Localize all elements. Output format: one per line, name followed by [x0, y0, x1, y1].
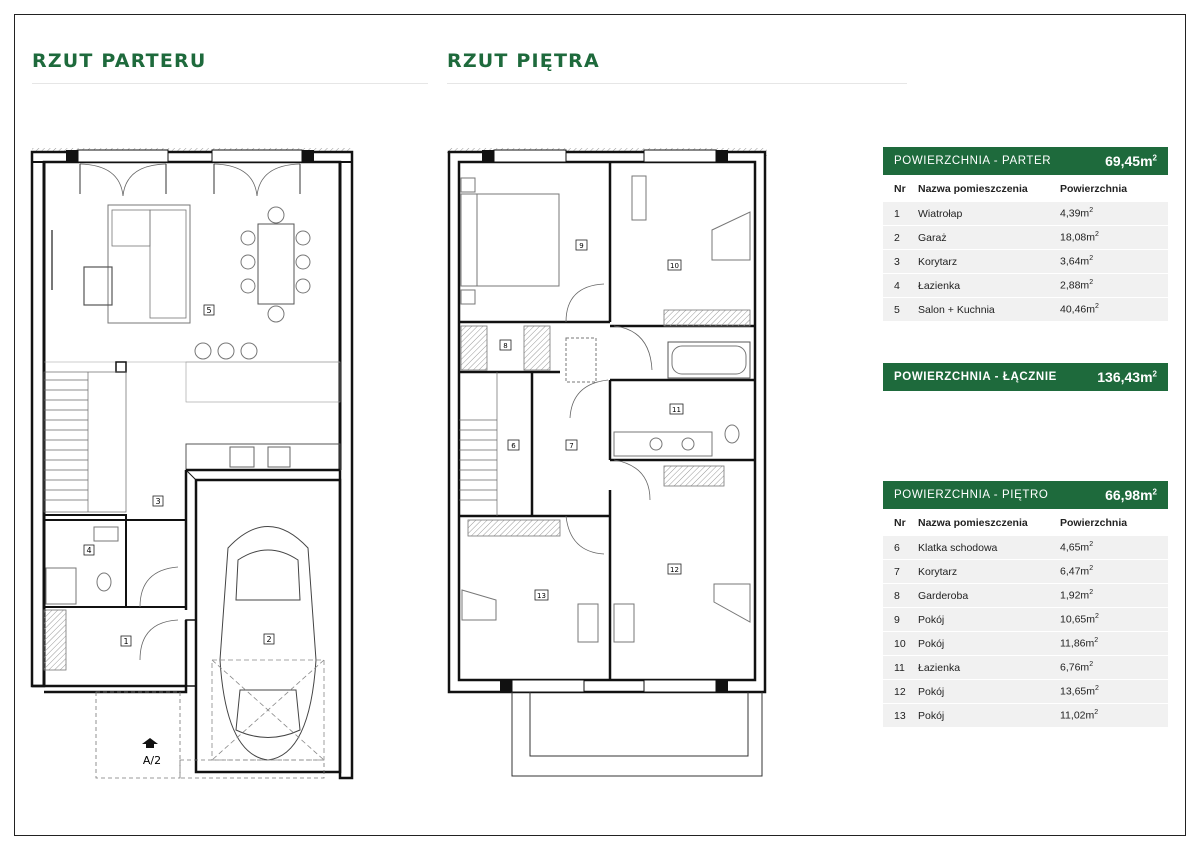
table-row	[883, 680, 1168, 704]
table-row	[883, 274, 1168, 298]
ground-floor-title: RZUT PARTERU	[32, 50, 207, 72]
room-number: 6	[894, 541, 900, 554]
room-label-12: 12	[670, 566, 679, 574]
table-header-bar	[883, 481, 1168, 509]
table-row	[883, 704, 1168, 728]
room-label-11: 11	[672, 406, 681, 414]
room-label-13: 13	[537, 592, 546, 600]
table-column-headers	[883, 175, 1168, 202]
room-name: Wiatrołap	[918, 207, 963, 220]
section-marker: A/2	[142, 754, 162, 767]
column-header-nr: Nr	[894, 516, 906, 529]
room-label-2: 2	[266, 635, 272, 644]
room-label-3: 3	[155, 497, 161, 506]
upper-floor-title: RZUT PIĘTRA	[447, 50, 600, 72]
room-area: $4,39m^2$	[1060, 207, 1094, 220]
room-number: 1	[894, 207, 900, 220]
table-title: POWIERZCHNIA - PARTER	[894, 155, 1052, 167]
room-number: 4	[894, 279, 900, 292]
table-row	[883, 560, 1168, 584]
room-name: Pokój	[918, 637, 945, 650]
table-body	[883, 536, 1168, 728]
total-value: $136,43m^2$	[1097, 369, 1157, 385]
upper-floor-plan	[447, 148, 767, 776]
total-title: POWIERZCHNIA - ŁĄCZNIE	[894, 371, 1057, 383]
table-row	[883, 298, 1168, 322]
room-label-1: 1	[123, 637, 129, 646]
room-area: $6,76m^2$	[1060, 661, 1094, 674]
table-row	[883, 226, 1168, 250]
room-label-6: 6	[511, 442, 516, 450]
room-name: Pokój	[918, 613, 945, 626]
table-total: $69,45m^2$	[1105, 153, 1157, 169]
table-header-bar	[883, 147, 1168, 175]
room-number: 10	[894, 637, 906, 650]
room-number: 3	[894, 255, 900, 268]
room-number: 11	[894, 661, 905, 674]
table-header-bar	[883, 363, 1168, 391]
room-number: 13	[894, 709, 906, 722]
room-name: Salon + Kuchnia	[918, 303, 995, 316]
room-name: Garaż	[918, 231, 947, 244]
room-area: $3,64m^2$	[1060, 255, 1094, 268]
room-name: Pokój	[918, 709, 945, 722]
column-header-nr: Nr	[894, 182, 906, 195]
room-name: Łazienka	[918, 661, 961, 674]
room-name: Pokój	[918, 685, 945, 698]
table-row	[883, 608, 1168, 632]
column-header-area: Powierzchnia	[1060, 182, 1128, 195]
room-name: Klatka schodowa	[918, 541, 998, 554]
room-area: $1,92m^2$	[1060, 589, 1094, 602]
table-column-headers	[883, 509, 1168, 536]
table-row	[883, 584, 1168, 608]
column-header-name: Nazwa pomieszczenia	[918, 516, 1028, 529]
room-name: Korytarz	[918, 255, 958, 268]
room-label-8: 8	[503, 342, 508, 350]
room-area: $40,46m^2$	[1060, 303, 1099, 316]
room-area: $11,02m^2$	[1060, 709, 1099, 722]
table-row	[883, 536, 1168, 560]
room-area: $6,47m^2$	[1060, 565, 1094, 578]
table-row	[883, 250, 1168, 274]
room-number: 8	[894, 589, 900, 602]
ground-floor-plan	[32, 148, 352, 778]
room-label-10: 10	[670, 262, 679, 270]
room-number: 9	[894, 613, 900, 626]
room-number: 2	[894, 231, 900, 244]
area-table-pietro	[883, 481, 1168, 728]
room-name: Korytarz	[918, 565, 958, 578]
room-area: $4,65m^2$	[1060, 541, 1094, 554]
room-area: $18,08m^2$	[1060, 231, 1099, 244]
room-label-9: 9	[579, 242, 584, 250]
table-row	[883, 632, 1168, 656]
room-label-5: 5	[206, 306, 212, 315]
table-body	[883, 202, 1168, 322]
room-name: Łazienka	[918, 279, 961, 292]
room-number: 7	[894, 565, 900, 578]
room-area: $13,65m^2$	[1060, 685, 1099, 698]
room-number: 5	[894, 303, 900, 316]
room-number: 12	[894, 685, 906, 698]
table-title: POWIERZCHNIA - PIĘTRO	[894, 489, 1049, 501]
table-total: $66,98m^2$	[1105, 487, 1157, 503]
room-area: $10,65m^2$	[1060, 613, 1099, 626]
room-label-7: 7	[569, 442, 574, 450]
column-header-name: Nazwa pomieszczenia	[918, 182, 1028, 195]
room-area: $11,86m^2$	[1060, 637, 1099, 650]
area-table-parter	[883, 147, 1168, 322]
area-total-box	[883, 363, 1168, 391]
column-header-area: Powierzchnia	[1060, 516, 1128, 529]
room-name: Garderoba	[918, 589, 969, 602]
table-row	[883, 656, 1168, 680]
room-area: $2,88m^2$	[1060, 279, 1094, 292]
table-row	[883, 202, 1168, 226]
room-label-4: 4	[86, 546, 92, 555]
